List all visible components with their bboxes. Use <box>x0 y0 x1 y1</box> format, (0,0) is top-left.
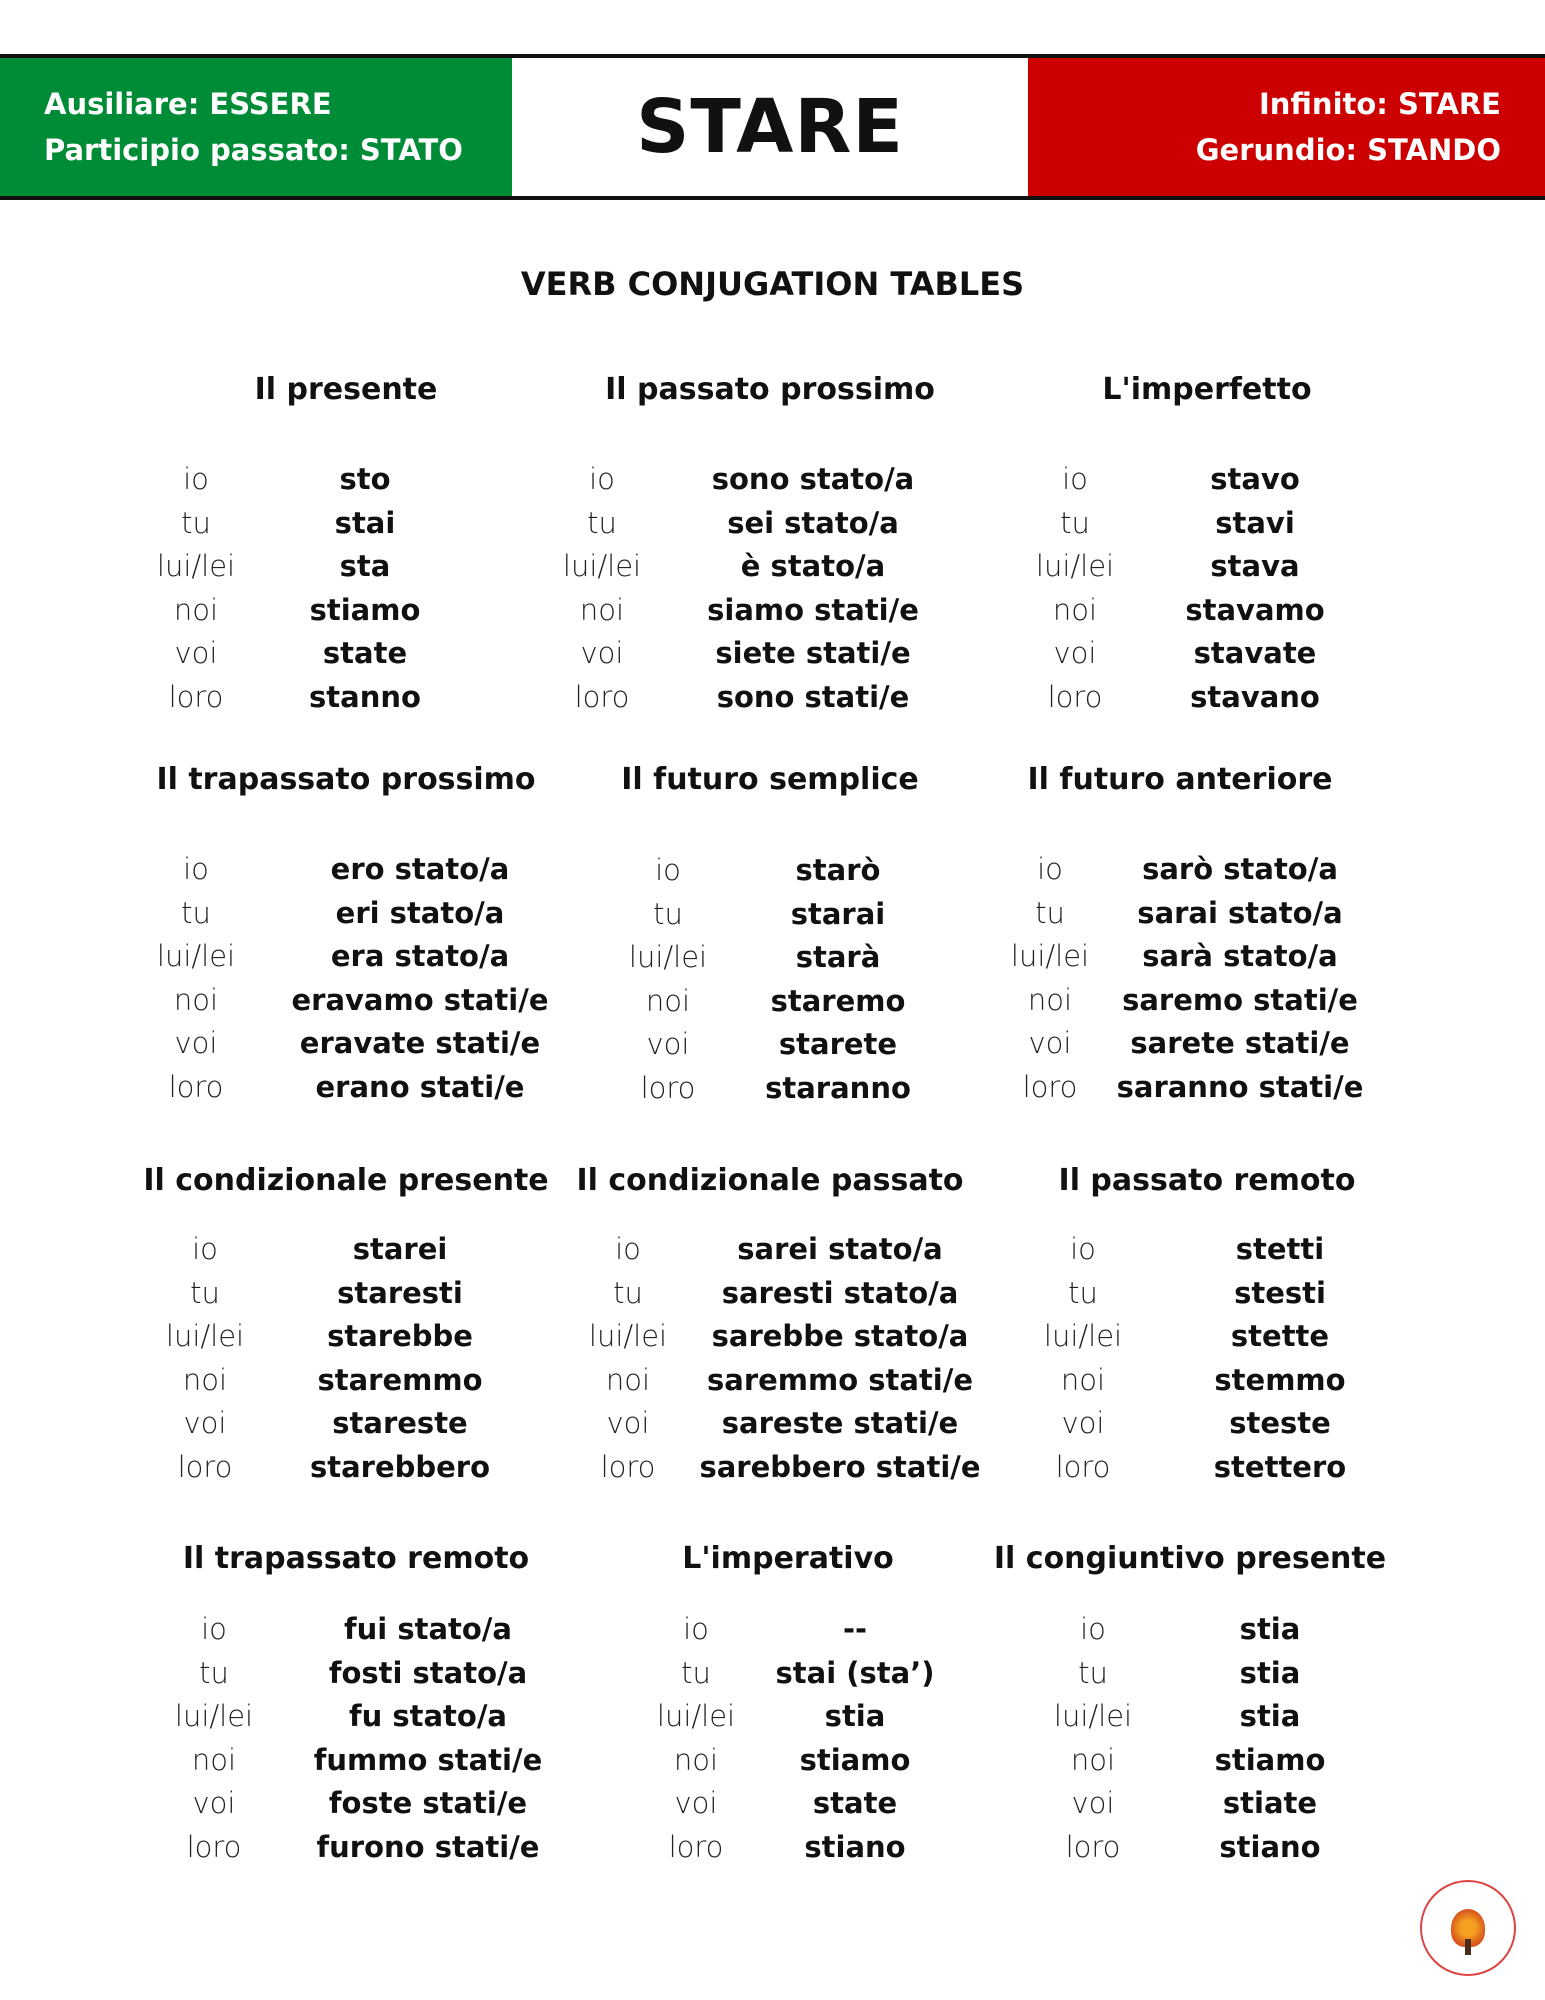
conjugated-form: stia <box>824 1699 886 1733</box>
pronoun: io <box>615 1232 641 1266</box>
section-title: Il presente <box>254 372 438 407</box>
conjugated-form: eravate stati/e <box>299 1026 541 1060</box>
conjugated-form: siamo stati/e <box>707 592 919 627</box>
pronoun: noi <box>645 983 691 1018</box>
conjugated-form: staresti <box>337 1275 463 1310</box>
section-title: Il passato prossimo <box>605 372 935 407</box>
pronoun: voi <box>580 636 624 670</box>
pronoun: tu <box>1035 895 1065 930</box>
conjugated-form: stavate <box>1193 636 1317 670</box>
conjugated-form: stai (sta’) <box>775 1655 935 1690</box>
conjugated-form: siete stati/e <box>715 636 911 670</box>
conjugated-form: starò <box>795 853 881 887</box>
section-title: L'imperativo <box>682 1541 894 1576</box>
pronoun: tu <box>653 896 683 931</box>
conjugated-form: sono stati/e <box>716 679 910 714</box>
pronoun: io <box>183 462 209 496</box>
pronoun: loro <box>1022 1069 1078 1104</box>
conjugated-form: stemmo <box>1214 1362 1346 1397</box>
pronoun: loro <box>600 1449 656 1484</box>
pronoun: tu <box>587 505 617 540</box>
conjugated-form: starebbe <box>327 1319 473 1353</box>
pronoun: noi <box>1060 1362 1106 1397</box>
pronoun: lui/lei <box>1035 549 1115 583</box>
pronoun: lui/lei <box>156 549 236 583</box>
pronoun: voi <box>1028 1026 1072 1060</box>
conjugated-form: stettero <box>1213 1449 1347 1484</box>
pronoun: noi <box>605 1362 651 1397</box>
pronoun: noi <box>173 982 219 1017</box>
conjugated-form: sarebbero stati/e <box>699 1449 981 1484</box>
conjugated-form: sono stato/a <box>711 462 915 496</box>
pronoun: tu <box>1068 1275 1098 1310</box>
section-title: Il condizionale passato <box>576 1163 964 1198</box>
pronoun: tu <box>190 1275 220 1310</box>
conjugated-form: staremmo <box>317 1362 483 1397</box>
conjugated-form: stia <box>1239 1699 1301 1733</box>
pronoun: noi <box>579 592 625 627</box>
pronoun: noi <box>673 1742 719 1777</box>
conjugated-form: era stato/a <box>330 939 510 973</box>
conjugated-form: ero stato/a <box>330 852 510 886</box>
pronoun: voi <box>646 1027 690 1061</box>
conjugated-form: fui stato/a <box>344 1612 512 1646</box>
pronoun: lui/lei <box>656 1699 736 1733</box>
pronoun: loro <box>1055 1449 1111 1484</box>
conjugated-form: saresti stato/a <box>721 1275 959 1310</box>
maple-tree-icon <box>1451 1909 1485 1947</box>
pronoun: io <box>1062 462 1088 496</box>
pronoun: io <box>201 1612 227 1646</box>
pronoun: loro <box>186 1829 242 1864</box>
conjugated-form: sarò stato/a <box>1142 852 1338 886</box>
conjugated-form: starà <box>795 940 881 974</box>
pronoun: io <box>655 853 681 887</box>
pronoun: lui/lei <box>628 940 708 974</box>
past-participle-label: Participio passato: STATO <box>44 133 463 167</box>
conjugated-form: stava <box>1210 549 1300 583</box>
infinitive-label: Infinito: STARE <box>1259 87 1501 121</box>
conjugated-form: steste <box>1229 1406 1331 1440</box>
header-banner <box>0 54 1545 200</box>
conjugated-form: stavamo <box>1185 592 1325 627</box>
pronoun: loro <box>177 1449 233 1484</box>
conjugated-form: stetti <box>1235 1232 1325 1266</box>
pronoun: lui/lei <box>165 1319 245 1353</box>
section-title: Il futuro semplice <box>621 762 919 797</box>
conjugated-form: stia <box>1239 1655 1301 1690</box>
conjugated-form: stiano <box>1219 1829 1321 1864</box>
conjugated-form: saremmo stati/e <box>706 1362 974 1397</box>
pronoun: loro <box>1065 1829 1121 1864</box>
gerund-label: Gerundio: STANDO <box>1195 133 1501 167</box>
conjugated-form: fu stato/a <box>349 1699 507 1733</box>
conjugated-form: staremo <box>770 983 906 1018</box>
pronoun: loro <box>574 679 630 714</box>
section-title: Il congiuntivo presente <box>993 1541 1387 1576</box>
pronoun: noi <box>1052 592 1098 627</box>
conjugated-form: stai <box>334 505 396 540</box>
header-left-panel <box>0 58 512 196</box>
conjugated-form: eravamo stati/e <box>291 982 549 1017</box>
conjugated-form: stiano <box>804 1829 906 1864</box>
section-title: L'imperfetto <box>1102 372 1312 407</box>
pronoun: noi <box>191 1742 237 1777</box>
conjugated-form: è stato/a <box>740 549 886 583</box>
header-right-panel <box>1028 58 1545 196</box>
conjugated-form: furono stati/e <box>316 1829 540 1864</box>
pronoun: loro <box>168 1069 224 1104</box>
page-title: VERB CONJUGATION TABLES <box>520 265 1025 303</box>
section-title: Il trapassato remoto <box>182 1541 530 1576</box>
pronoun: tu <box>613 1275 643 1310</box>
pronoun: tu <box>1078 1655 1108 1690</box>
conjugated-form: stia <box>1239 1612 1301 1646</box>
section-title: Il futuro anteriore <box>1027 762 1333 797</box>
conjugated-form: sareste stati/e <box>721 1406 959 1440</box>
auxiliary-label: Ausiliare: ESSERE <box>44 87 332 121</box>
pronoun: io <box>589 462 615 496</box>
conjugated-form: fummo stati/e <box>313 1742 543 1777</box>
pronoun: io <box>183 852 209 886</box>
pronoun: lui/lei <box>562 549 642 583</box>
pronoun: voi <box>174 1026 218 1060</box>
conjugated-form: saremo stati/e <box>1122 982 1358 1017</box>
pronoun: tu <box>681 1655 711 1690</box>
pronoun: loro <box>668 1829 724 1864</box>
pronoun: voi <box>183 1406 227 1440</box>
pronoun: lui/lei <box>174 1699 254 1733</box>
pronoun: voi <box>1053 636 1097 670</box>
conjugated-form: stareste <box>332 1406 468 1440</box>
conjugated-form: stavo <box>1210 462 1300 496</box>
conjugated-form: stiamo <box>799 1742 911 1777</box>
conjugated-form: stavano <box>1190 679 1320 714</box>
pronoun: voi <box>1061 1406 1105 1440</box>
pronoun: lui/lei <box>156 939 236 973</box>
conjugated-form: stesti <box>1234 1275 1326 1310</box>
pronoun: tu <box>1060 505 1090 540</box>
conjugated-form: sarai stato/a <box>1137 895 1343 930</box>
pronoun: voi <box>174 636 218 670</box>
conjugated-form: saranno stati/e <box>1116 1069 1364 1104</box>
conjugated-form: sarete stati/e <box>1130 1026 1350 1060</box>
pronoun: loro <box>168 679 224 714</box>
pronoun: lui/lei <box>1010 939 1090 973</box>
conjugated-form: starete <box>778 1027 898 1061</box>
conjugated-form: starai <box>790 896 886 931</box>
conjugated-form: -- <box>842 1612 868 1646</box>
pronoun: voi <box>192 1786 236 1820</box>
conjugated-form: starei <box>352 1232 448 1266</box>
conjugated-form: state <box>812 1786 898 1820</box>
pronoun: lui/lei <box>1053 1699 1133 1733</box>
conjugated-form: sarà stato/a <box>1142 939 1338 973</box>
pronoun: tu <box>199 1655 229 1690</box>
section-title: Il passato remoto <box>1058 1163 1356 1198</box>
pronoun: noi <box>182 1362 228 1397</box>
pronoun: lui/lei <box>1043 1319 1123 1353</box>
pronoun: noi <box>1070 1742 1116 1777</box>
conjugated-form: state <box>322 636 408 670</box>
pronoun: voi <box>606 1406 650 1440</box>
conjugated-form: stiate <box>1222 1786 1318 1820</box>
conjugated-form: sarebbe stato/a <box>711 1319 969 1353</box>
conjugated-form: stanno <box>309 679 421 714</box>
pronoun: tu <box>181 505 211 540</box>
pronoun: tu <box>181 895 211 930</box>
pronoun: lui/lei <box>588 1319 668 1353</box>
conjugated-form: stavi <box>1215 505 1295 540</box>
brand-logo <box>1420 1880 1516 1976</box>
conjugated-form: staranno <box>765 1070 911 1105</box>
pronoun: noi <box>173 592 219 627</box>
pronoun: io <box>192 1232 218 1266</box>
conjugated-form: foste stati/e <box>328 1786 528 1820</box>
pronoun: io <box>1037 852 1063 886</box>
conjugated-form: stiamo <box>309 592 421 627</box>
pronoun: voi <box>1071 1786 1115 1820</box>
section-title: Il trapassato prossimo <box>156 762 536 797</box>
pronoun: loro <box>640 1070 696 1105</box>
pronoun: voi <box>674 1786 718 1820</box>
verb-title: STARE <box>512 58 1028 196</box>
conjugated-form: erano stati/e <box>315 1069 525 1104</box>
conjugated-form: sei stato/a <box>727 505 899 540</box>
section-title: Il condizionale presente <box>143 1163 549 1198</box>
conjugated-form: starebbero <box>309 1449 491 1484</box>
pronoun: io <box>683 1612 709 1646</box>
conjugated-form: sarei stato/a <box>737 1232 943 1266</box>
conjugated-form: stiamo <box>1214 1742 1326 1777</box>
pronoun: io <box>1080 1612 1106 1646</box>
conjugated-form: stette <box>1230 1319 1330 1353</box>
conjugated-form: sto <box>339 462 391 496</box>
pronoun: noi <box>1027 982 1073 1017</box>
conjugated-form: sta <box>339 549 391 583</box>
conjugated-form: fosti stato/a <box>328 1655 528 1690</box>
pronoun: loro <box>1047 679 1103 714</box>
pronoun: io <box>1070 1232 1096 1266</box>
conjugated-form: eri stato/a <box>335 895 505 930</box>
